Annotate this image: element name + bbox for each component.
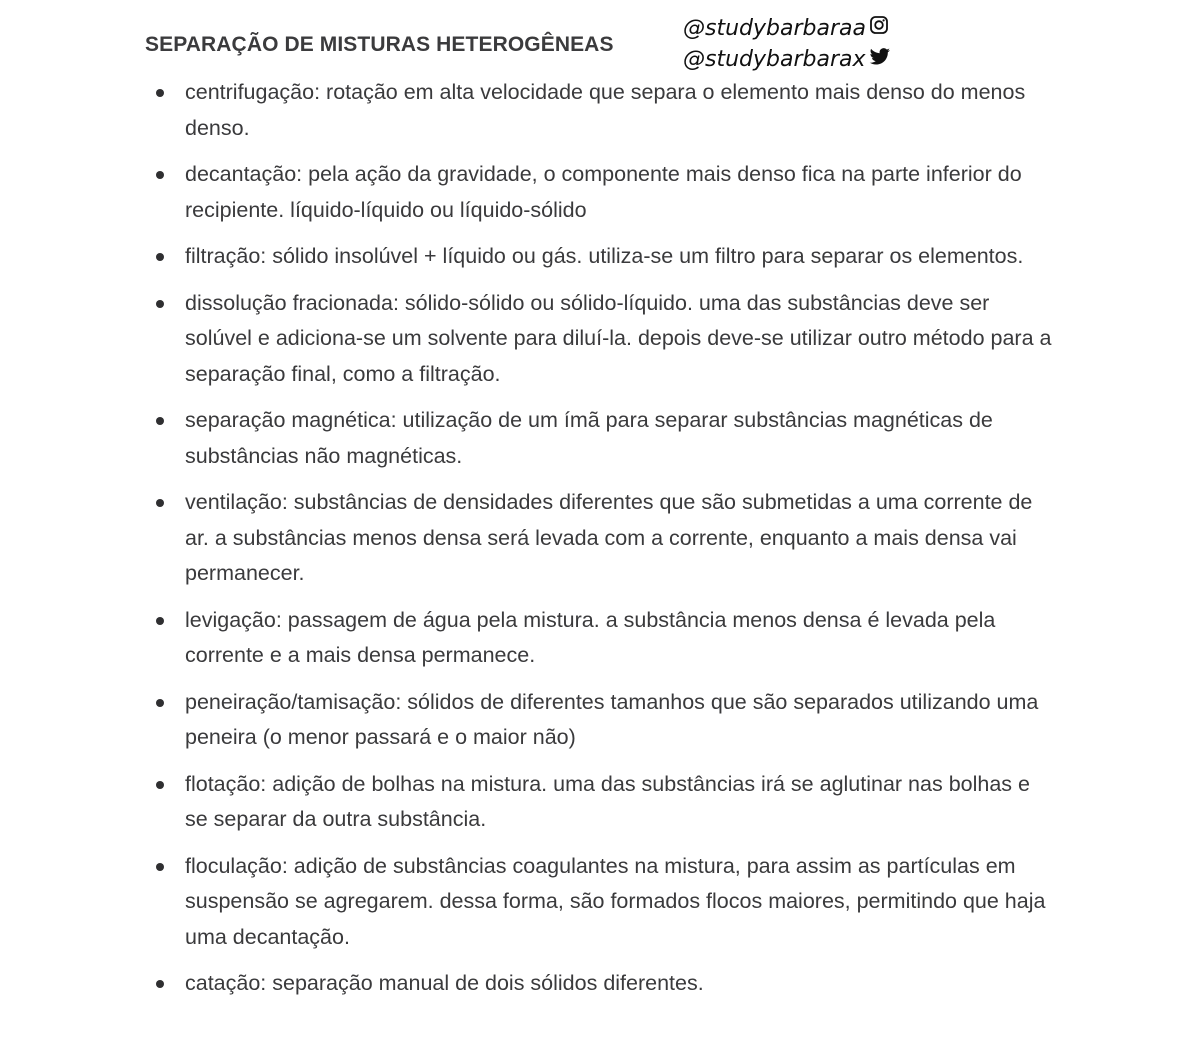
bullet-icon — [156, 863, 164, 871]
list-item — [0, 75, 1055, 146]
list-item — [0, 685, 1055, 756]
list-item — [0, 239, 1055, 275]
bullet-icon — [156, 980, 164, 988]
twitter-icon — [869, 44, 891, 75]
list-item-text: floculação: adição de substâncias coagulantes na mistura, para assim as partículas em suspensão se agregarem. dessa forma, são formados flocos maiores, permitindo que haja uma decantação. — [185, 853, 1046, 949]
list-item-text: flotação: adição de bolhas na mistura. uma das substâncias irá se aglutinar nas bolhas e se separar da outra substância. — [185, 771, 1030, 831]
list-item-text: peneiração/tamisação: sólidos de diferentes tamanhos que são separados utilizando uma peneira (o menor passará e o maior não) — [185, 689, 1039, 749]
bullet-icon — [156, 89, 164, 97]
list-item — [0, 849, 1055, 956]
list-item — [0, 767, 1055, 838]
bullet-icon — [156, 499, 164, 507]
list-item-text: centrifugação: rotação em alta velocidade que separa o elemento mais denso do menos denso. — [185, 80, 1026, 140]
bullet-icon — [156, 171, 164, 179]
list-item-text: decantação: pela ação da gravidade, o componente mais denso fica na parte inferior do recipiente. líquido-líquido ou líquido-sólido — [185, 162, 1022, 222]
instagram-handle — [683, 13, 891, 44]
list-item-text: ventilação: substâncias de densidades diferentes que são submetidas a uma corrente de ar. a substâncias menos densa será levada com a corrente, enquanto a mais densa vai permanecer. — [185, 490, 1033, 585]
bullet-icon — [156, 253, 164, 261]
list-item — [0, 157, 1055, 228]
list-item — [0, 966, 1055, 1002]
list-item-text: dissolução fracionada: sólido-sólido ou sólido-líquido. uma das substâncias deve ser solúvel e adiciona-se um solvente para diluí-la. depois deve-se utilizar outro método para a separação final, como a filtração. — [185, 290, 1052, 386]
social-handles — [683, 13, 891, 75]
list-item — [0, 403, 1055, 474]
bullet-icon — [156, 699, 164, 707]
list-item — [0, 485, 1055, 592]
instagram-icon — [869, 13, 889, 44]
bullet-icon — [156, 300, 164, 308]
list-item-text: filtração: sólido insolúvel + líquido ou gás. utiliza-se um filtro para separar os elementos. — [185, 244, 1024, 268]
instagram-handle-text: @studybarbaraa — [683, 16, 866, 41]
bullet-icon — [156, 417, 164, 425]
bullet-icon — [156, 617, 164, 625]
list-item-text: levigação: passagem de água pela mistura. a substância menos densa é levada pela corrente e a mais densa permanece. — [185, 607, 996, 667]
twitter-handle — [683, 44, 891, 75]
page-title: SEPARAÇÃO DE MISTURAS HETEROGÊNEAS — [145, 33, 614, 56]
twitter-handle-text: @studybarbarax — [683, 47, 866, 72]
bullet-icon — [156, 781, 164, 789]
mixture-separation-list — [0, 75, 1055, 1013]
list-item — [0, 286, 1055, 393]
list-item-text: separação magnética: utilização de um ímã para separar substâncias magnéticas de substâncias não magnéticas. — [185, 408, 993, 468]
list-item-text: catação: separação manual de dois sólidos diferentes. — [185, 971, 704, 995]
list-item — [0, 603, 1055, 674]
